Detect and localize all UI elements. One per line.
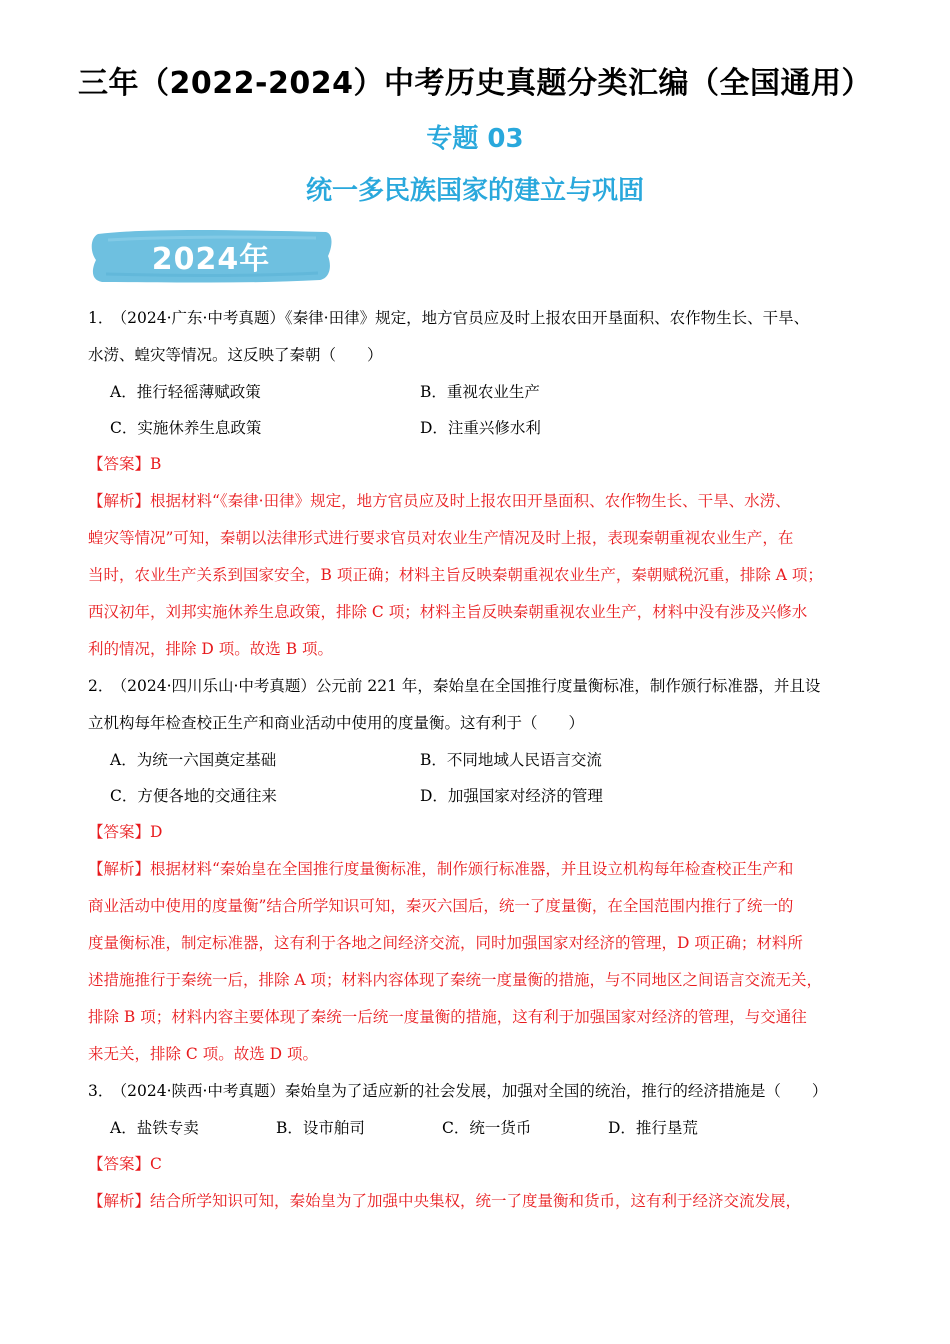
question-stem-line: 水涝、蝗灾等情况。这反映了秦朝（ ） (88, 346, 383, 364)
option-a: A．推行轻徭薄赋政策 (110, 383, 261, 401)
options-row (88, 1110, 868, 1146)
year-banner (88, 226, 334, 286)
question-stem-line: 2． （2024·四川乐山·中考真题）公元前 221 年，秦始皇在全国推行度量衡标准，制作颁行标准器，并且设 (88, 677, 821, 695)
option-b: B．不同地域人民语言交流 (420, 751, 602, 769)
analysis-line: 当时，农业生产关系到国家安全，B 项正确；材料主旨反映秦朝重视农业生产，秦朝赋税沉重，排除 A 项； (88, 566, 823, 584)
topic-title: 统一多民族国家的建立与巩固 (305, 176, 644, 206)
option-c: C．方便各地的交通往来 (110, 787, 277, 805)
answer: 【答案】D (88, 823, 163, 841)
option-b: B．重视农业生产 (420, 383, 540, 401)
question-2 (88, 668, 868, 1073)
analysis-line: 利的情况，排除 D 项。故选 B 项。 (88, 640, 334, 658)
option-d: D．推行垦荒 (608, 1119, 698, 1137)
analysis-line: 商业活动中使用的度量衡”结合所学知识可知，秦灭六国后，统一了度量衡，在全国范围内推行了统一的 (88, 897, 794, 915)
option-b: B．设市舶司 (276, 1119, 365, 1137)
analysis-line: 【解析】根据材料“《秦律·田律》规定，地方官员应及时上报农田开垦面积、农作物生长、干旱、水涝、 (88, 492, 791, 510)
question-stem-line: 3． （2024·陕西·中考真题）秦始皇为了适应新的社会发展，加强对全国的统治，推行的经济措施是（ ） (88, 1082, 828, 1100)
option-c: C．实施休养生息政策 (110, 419, 262, 437)
year-label: 2024年 (151, 242, 271, 277)
analysis-line: 度量衡标准，制定标准器，这有利于各地之间经济交流，同时加强国家对经济的管理，D 项正确；材料所 (88, 934, 803, 952)
question-number: 1． (88, 309, 114, 327)
question-1 (88, 300, 868, 668)
options-row (88, 742, 868, 778)
question-list (88, 300, 868, 1220)
document-title: 三年（2022-2024）中考历史真题分类汇编（全国通用） (78, 66, 872, 101)
question-3 (88, 1073, 868, 1220)
question-stem-line: 立机构每年检查校正生产和商业活动中使用的度量衡。这有利于（ ） (88, 714, 585, 732)
analysis-line: 【解析】结合所学知识可知，秦始皇为了加强中央集权，统一了度量衡和货币，这有利于经济交流发展， (88, 1192, 802, 1210)
question-stem-line: 1． （2024·广东·中考真题）《秦律·田律》规定，地方官员应及时上报农田开垦面积、农作物生长、干旱、 (88, 309, 810, 327)
option-d: D．加强国家对经济的管理 (420, 787, 603, 805)
analysis-line: 【解析】根据材料“秦始皇在全国推行度量衡标准，制作颁行标准器，并且设立机构每年检查校正生产和 (88, 860, 794, 878)
analysis-line: 排除 B 项；材料内容主要体现了秦统一后统一度量衡的措施，这有利于加强国家对经济的管理，与交通往 (88, 1008, 807, 1026)
question-number: 2． (88, 677, 114, 695)
option-c: C．统一货币 (442, 1119, 532, 1137)
analysis-line: 蝗灾等情况”可知，秦朝以法律形式进行要求官员对农业生产情况及时上报，表现秦朝重视农业生产，在 (88, 529, 794, 547)
option-a: A．为统一六国奠定基础 (110, 751, 277, 769)
option-a: A．盐铁专卖 (110, 1119, 199, 1137)
options-row (88, 778, 868, 814)
option-d: D．注重兴修水利 (420, 419, 541, 437)
analysis-line: 西汉初年，刘邦实施休养生息政策，排除 C 项；材料主旨反映秦朝重视农业生产，材料中没有涉及兴修水 (88, 603, 808, 621)
answer: 【答案】B (88, 455, 162, 473)
options-row (88, 410, 868, 446)
topic-number: 专题 03 (426, 124, 524, 154)
options-row (88, 374, 868, 410)
analysis-line: 述措施推行于秦统一后，排除 A 项；材料内容体现了秦统一度量衡的措施，与不同地区之间语言交流无关， (88, 971, 823, 989)
analysis-line: 来无关，排除 C 项。故选 D 项。 (88, 1045, 318, 1063)
question-number: 3． (88, 1082, 114, 1100)
answer: 【答案】C (88, 1155, 162, 1173)
